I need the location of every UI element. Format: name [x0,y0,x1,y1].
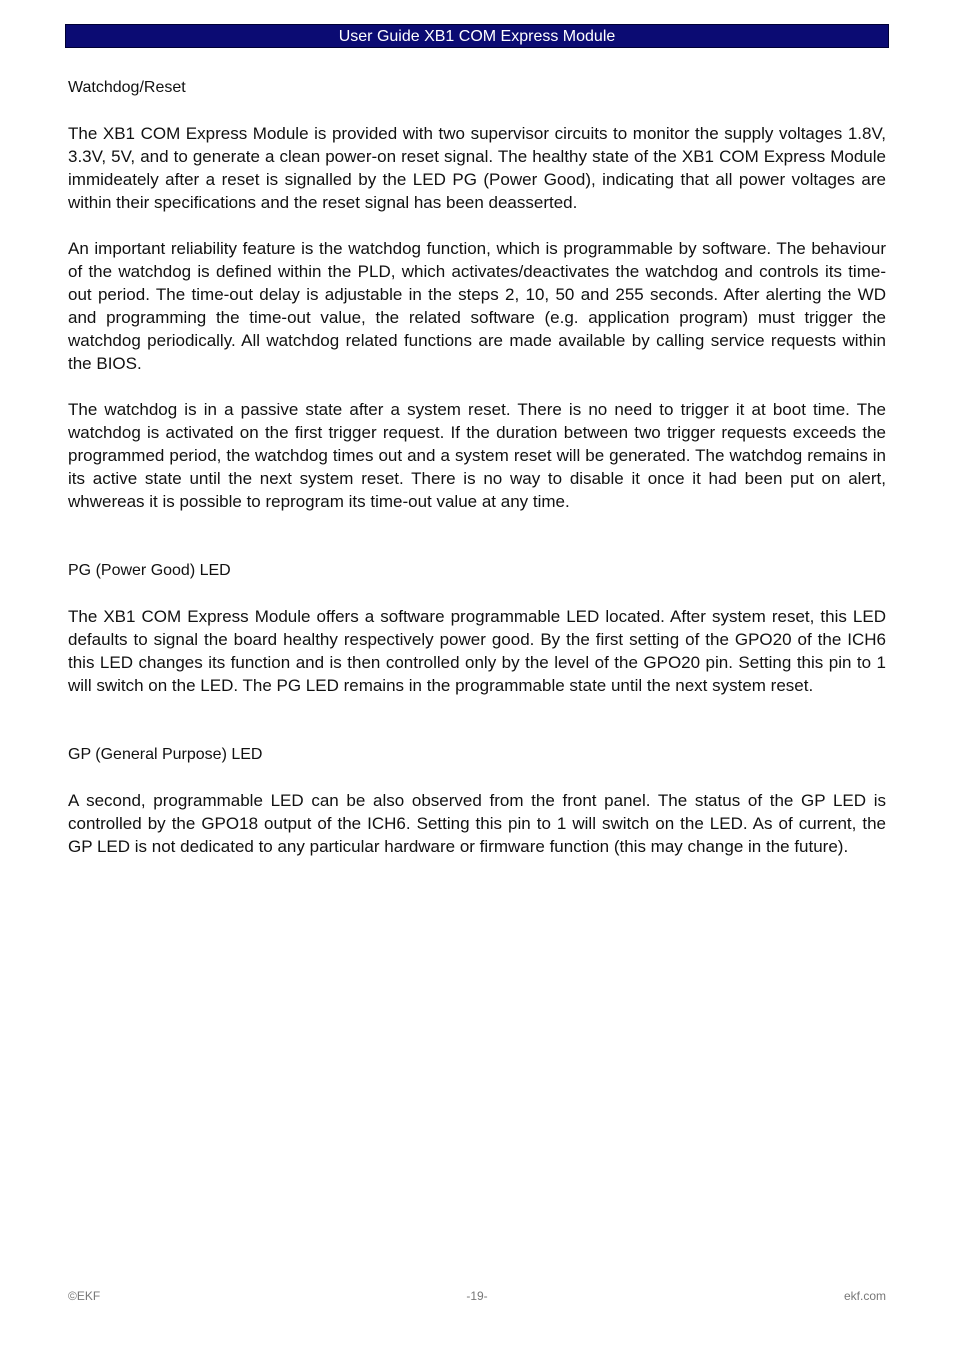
document-body [68,76,886,858]
paragraph: A second, programmable LED can be also observed from the front panel. The status of the GP LED is controlled by the GPO18 output of the ICH6. Setting this pin to 1 will switch on the LED. As of current, the GP LED is not dedicated to any particular hardware or firmware function (this may change in the future). [68,791,886,856]
section-heading-pg-led: PG (Power Good) LED [68,562,231,579]
footer-website: ekf.com [843,1289,886,1303]
paragraph: The XB1 COM Express Module is provided with two supervisor circuits to monitor the supply voltages 1.8V, 3.3V, 5V, and to generate a clean power-on reset signal. The healthy state of the XB1 COM Express Module immideately after a reset is signalled by the LED PG (Power Good), indicating that all power voltages are within their specifications and the reset signal has been deasserted. [68,124,886,212]
footer-page-number: -19- [466,1289,488,1303]
section-heading-gp-led: GP (General Purpose) LED [68,746,263,763]
paragraph: The XB1 COM Express Module offers a software programmable LED located. After system reset, this LED defaults to signal the board healthy respectively power good. By the first setting of the GPO20 of the ICH6 this LED changes its function and is then controlled only by the level of the GPO20 pin. Setting this pin to 1 will switch on the LED. The PG LED remains in the programmable state until the next system reset. [68,607,886,695]
paragraph: The watchdog is in a passive state after a system reset. There is no need to trigger it at boot time. The watchdog is activated on the first trigger request. If the duration between two trigger requests exceeds the programmed period, the watchdog times out and a system reset will be generated. The watchdog remains in its active state until the next system reset. There is no way to disable it once it had been put on alert, whwereas it is possible to reprogram its time-out value at any time. [68,400,886,511]
paragraph: An important reliability feature is the watchdog function, which is programmable by software. The behaviour of the watchdog is defined within the PLD, which activates/deactivates the watchdog and controls its time-out period. The time-out delay is adjustable in the steps 2, 10, 50 and 255 seconds. After alerting the WD and programming the time-out value, the related software (e.g. application program) must trigger the watchdog periodically. All watchdog related functions are made available by calling service requests within the BIOS. [68,239,886,373]
page-header: User Guide XB1 COM Express Module [65,24,889,48]
footer-copyright: ©EKF [68,1289,101,1303]
section-heading-watchdog: Watchdog/Reset [68,79,186,96]
